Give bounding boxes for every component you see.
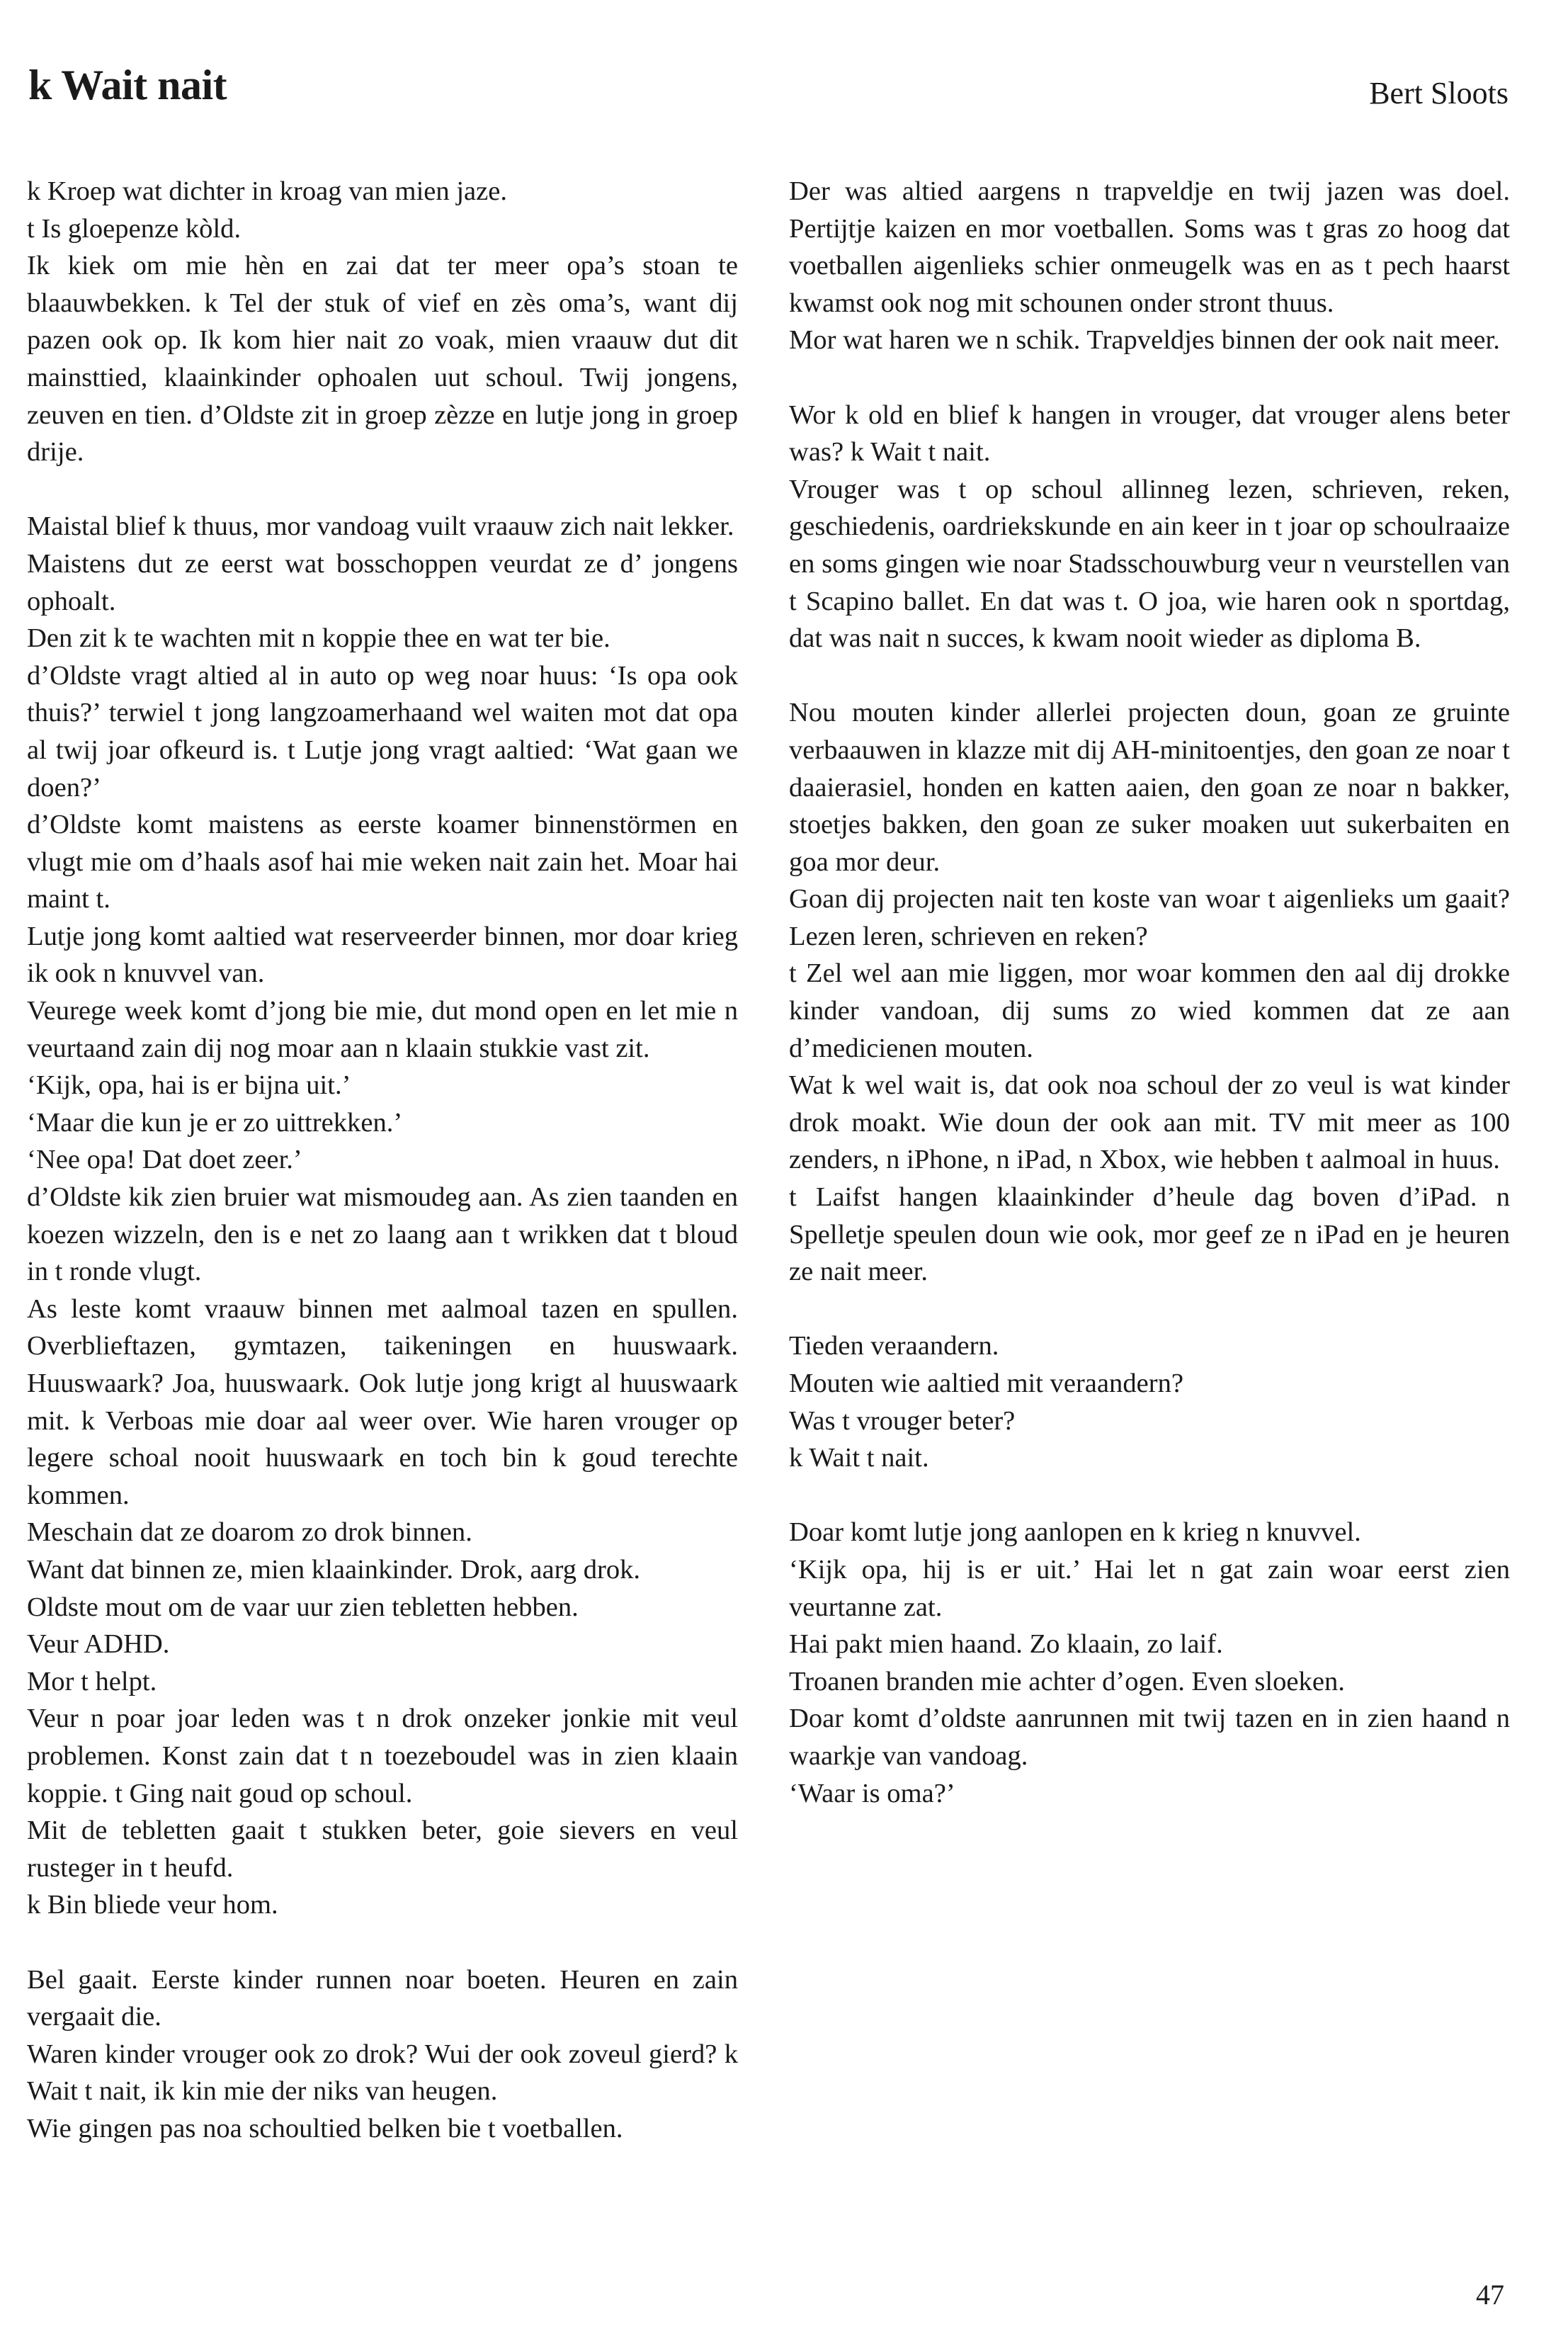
paragraph: ‘Kijk, opa, hai is er bijna uit.’ (27, 1070, 351, 1101)
paragraph: Mouten wie aaltied mit veraandern? (789, 1369, 1184, 1398)
paragraph: Goan dij projecten nait ten koste van woar t aigenlieks um gaait? Lezen leren, schrieven en reken? (789, 884, 1510, 951)
paragraph: Mor t helpt. (27, 1666, 157, 1696)
paragraph: d’Oldste kik zien bruier wat mismoudeg aan. As zien taanden en koezen wizzeln, den is e net zo laang aan t wrikken dat t bloud in t ronde vlugt. (27, 1182, 738, 1287)
paragraph: Wor k old en blief k hangen in vrouger, dat vrouger alens beter was? k Wait t nait. (789, 400, 1510, 468)
paragraph: Maistal blief k thuus, mor vandoag vuilt vraauw zich nait lekker. (27, 511, 734, 542)
paragraph: Doar komt lutje jong aanlopen en k krieg n knuvvel. (789, 1517, 1361, 1548)
paragraph: Meschain dat ze doarom zo drok binnen. (27, 1517, 472, 1548)
paragraph: As leste komt vraauw binnen met aalmoal tazen en spullen. Overblieftazen, gymtazen, taikeningen en huuswaark. Huuswaark? Joa, huuswaark. Ook lutje jong krigt al huuswaark mit. k Verboas mie doar aal weer over. Wie haren vrouger op legere schoal nooit huuswaark en toch bin k goud terechte kommen. (27, 1293, 738, 1510)
paragraph: Mor wat haren we n schik. Trapveldjes binnen der ook nait meer. (789, 325, 1500, 356)
paragraph: Der was altied aargens n trapveldje en twij jazen was doel. Pertijtje kaizen en mor voetballen. Soms was t gras zo hoog dat voetballen aigenlieks schier onmeugelk was en as t pech haarst kwamst ook nog mit schounen onder stront thuus. (789, 176, 1510, 318)
paragraph: Oldste mout om de vaar uur zien tebletten hebben. (27, 1592, 579, 1622)
author-name: Bert Sloots (1369, 76, 1509, 111)
paragraph: Doar komt d’oldste aanrunnen mit twij tazen en in zien haand n waarkje van vandoag. (789, 1704, 1510, 1771)
paragraph: Was t vrouger beter? (789, 1405, 1016, 1436)
paragraph: ‘Kijk opa, hij is er uit.’ Hai let n gat zain woar eerst zien veurtanne zat. (789, 1554, 1510, 1622)
paragraph: Nou mouten kinder allerlei projecten doun, goan ze gruinte verbaauwen in klazze mit dij AH-minitoentjes, den goan ze noar t daaierasiel, honden en katten aaien, den goan ze noar n bakker, stoetjes bakken, den goan ze suker moaken uut sukerbaiten en goa mor deur. (789, 698, 1510, 877)
paragraph: k Kroep wat dichter in kroag van mien jaze. (27, 176, 508, 206)
paragraph: k Wait t nait. (789, 1443, 929, 1473)
paragraph: Veur ADHD. (27, 1629, 170, 1660)
paragraph: Maistens dut ze eerst wat bosschoppen veurdat ze d’ jongens ophoalt. (27, 548, 738, 616)
right-column (789, 173, 1510, 1812)
paragraph: Vrouger was t op schoul allinneg lezen, schrieven, reken, geschiedenis, oardriekskunde en ain keer in t joar op schoulraaize en soms gingen wie noar Stadsschouwburg veur n veurstellen van t Scapino ballet. En dat was t. O joa, wie haren ook n sportdag, dat was nait n succes, k kwam nooit wieder as diploma B. (789, 474, 1510, 654)
paragraph: ‘Waar is oma?’ (789, 1778, 955, 1808)
paragraph: ‘Nee opa! Dat doet zeer.’ (27, 1145, 302, 1175)
left-column (27, 173, 738, 2147)
paragraph: Troanen branden mie achter d’ogen. Even sloeken. (789, 1666, 1345, 1696)
paragraph: Tieden veraandern. (789, 1331, 999, 1361)
paragraph: t Zel wel aan mie liggen, mor woar kommen den aal dij drokke kinder vandoan, dij sums zo wied kommen dat ze aan d’medicienen mouten. (789, 958, 1510, 1063)
paragraph: d’Oldste vragt altied al in auto op weg noar huus: ‘Is opa ook thuis?’ terwiel t jong langzoamerhaand wel waiten mot dat opa al twij joar ofkeurd is. t Lutje jong vragt aaltied: ‘Wat gaan we doen?’ (27, 660, 738, 803)
paragraph: Veurege week komt d’jong bie mie, dut mond open en let mie n veurtaand zain dij nog moar aan n klaain stukkie vast zit. (27, 996, 738, 1063)
paragraph: ‘Maar die kun je er zo uittrekken.’ (27, 1107, 403, 1138)
paragraph: Bel gaait. Eerste kinder runnen noar boeten. Heuren en zain vergaait die. (27, 1964, 738, 2032)
paragraph: Wat k wel wait is, dat ook noa schoul der zo veul is wat kinder drok moakt. Wie doun der ook aan mit. TV mit meer as 100 zenders, n iPhone, n iPad, n Xbox, wie hebben t aalmoal in huus. (789, 1070, 1510, 1175)
article-title: k Wait nait (28, 62, 227, 108)
paragraph: Wie gingen pas noa schoultied belken bie t voetballen. (27, 2113, 623, 2143)
paragraph: t Is gloepenze kòld. (27, 213, 242, 244)
paragraph: Lutje jong komt aaltied wat reserveerder binnen, mor doar krieg ik ook n knuvvel van. (27, 921, 738, 989)
page-number: 47 (1476, 2279, 1504, 2311)
paragraph: Want dat binnen ze, mien klaainkinder. Drok, aarg drok. (27, 1554, 641, 1585)
paragraph: Veur n poar joar leden was t n drok onzeker jonkie mit veul problemen. Konst zain dat t n toezeboudel was in zien klaain koppie. t Ging nait goud op schoul. (27, 1704, 738, 1808)
paragraph: Den zit k te wachten mit n koppie thee en wat ter bie. (27, 623, 610, 654)
paragraph: d’Oldste komt maistens as eerste koamer binnenstörmen en vlugt mie om d’haals asof hai mie weken nait zain het. Moar hai maint t. (27, 810, 738, 914)
paragraph: t Laifst hangen klaainkinder d’heule dag boven d’iPad. n Spelletje speulen doun wie ook, mor geef ze n iPad en je heuren ze nait meer. (789, 1182, 1510, 1287)
paragraph: Hai pakt mien haand. Zo klaain, zo laif. (789, 1629, 1223, 1660)
paragraph: Waren kinder vrouger ook zo drok? Wui der ook zoveul gierd? k Wait t nait, ik kin mie der niks van heugen. (27, 2039, 738, 2107)
paragraph: Mit de tebletten gaait t stukken beter, goie sievers en veul rusteger in t heufd. (27, 1815, 738, 1883)
paragraph: Ik kiek om mie hèn en zai dat ter meer opa’s stoan te blaauwbekken. k Tel der stuk of vief en zès oma’s, want dij pazen ook op. Ik kom hier nait zo voak, mien vraauw dut dit mainsttied, klaainkinder ophoalen uut schoul. Twij jongens, zeuven en tien. d’Oldste zit in groep zèzze en lutje jong in groep drije. (27, 251, 738, 468)
paragraph: k Bin bliede veur hom. (27, 1890, 278, 1920)
